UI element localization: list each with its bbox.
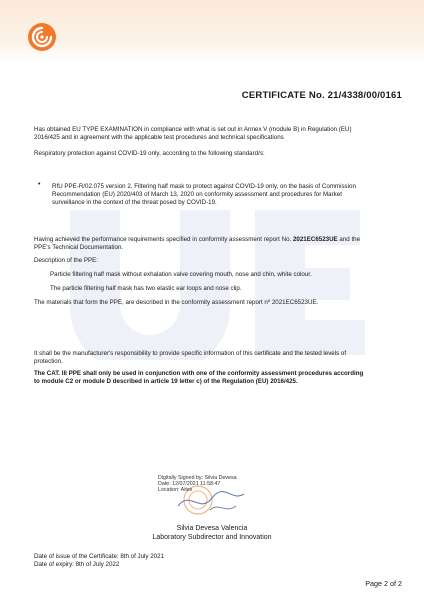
report-number: 2021EC6523UE (292, 236, 338, 243)
resp-protection-text: Respiratory protection against COVID-19 only, according to the following standard/s: (34, 150, 265, 157)
certificate-number: CERTIFICATE No. 21/4338/00/0161 (241, 90, 402, 101)
digital-sign-line-1: Digitally Signed by: Silvia Devesa (158, 475, 237, 481)
digital-sign-line-2: Date: 12/07/2021 11:58:47 (158, 481, 221, 487)
signer-name: Silvia Devesa Valencia (176, 525, 248, 532)
page-number: Page 2 of 2 (365, 579, 402, 588)
description-1: Particle filtering half mask without exhalation valve covering mouth, nose and chin, white colour. (50, 271, 312, 278)
header-band (0, 0, 424, 62)
cat-line-1: The CAT. III PPE shall only be used in conjunction with one of the conformity assessment procedures according (34, 370, 364, 377)
achieved-pre: Having achieved the performance requirements specified in conformity assessment report No. (34, 236, 293, 243)
achieved-line-2: PPE's Technical Documentation. (34, 244, 124, 251)
ue-watermark (40, 200, 380, 360)
cat-line-2: to module C2 or module D described in article 19 letter c) of the Regulation (EU) 2016/425. (34, 378, 298, 385)
achieved-post: and the (337, 236, 361, 243)
standard-line-3: surveillance in the context of the threat posed by COVID-19. (52, 199, 217, 206)
standard-line-1: RfU PPE-R/02.075 version 2. Filtering half mask to protect against COVID-19 only, on the basis of Commission (52, 183, 356, 190)
digital-sign-line-3: Location: Aitex (158, 487, 193, 493)
description-2: The particle filtering half mask has two elastic ear loops and nose clip. (50, 285, 242, 292)
achieved-line-1 (34, 236, 360, 244)
responsibility-line-1: It shall be the manufacturer's responsibility to provide specific information of this certificate and the tested levels of (34, 350, 347, 357)
intro-line-2: 2016/425 and in agreement with the applicable test procedures and technical specifications (34, 134, 284, 141)
aitex-logo-icon (27, 22, 57, 52)
signer-role: Laboratory Subdirector and Innovation (152, 534, 272, 541)
expiry-date: Date of expiry: 8th of July 2022 (34, 561, 120, 568)
responsibility-line-2: protection. (34, 358, 63, 365)
bullet-icon: • (38, 181, 41, 188)
description-heading: Description of the PPE: (34, 257, 98, 264)
issue-date: Date of issue of the Certificate: 8th of July 2021 (34, 553, 165, 560)
standard-line-2: Recommendation (EU) 2020/403 of March 13, 2020 on conformity assessment and procedures for Market (52, 191, 342, 198)
intro-line-1: Has obtained EU TYPE EXAMINATION in compliance with what is set out in Annex V (module B) in Regulation (EU) (34, 126, 352, 133)
materials-text: The materials that form the PPE, are described in the conformity assessment report nº 2021EC6523UE. (34, 299, 319, 306)
